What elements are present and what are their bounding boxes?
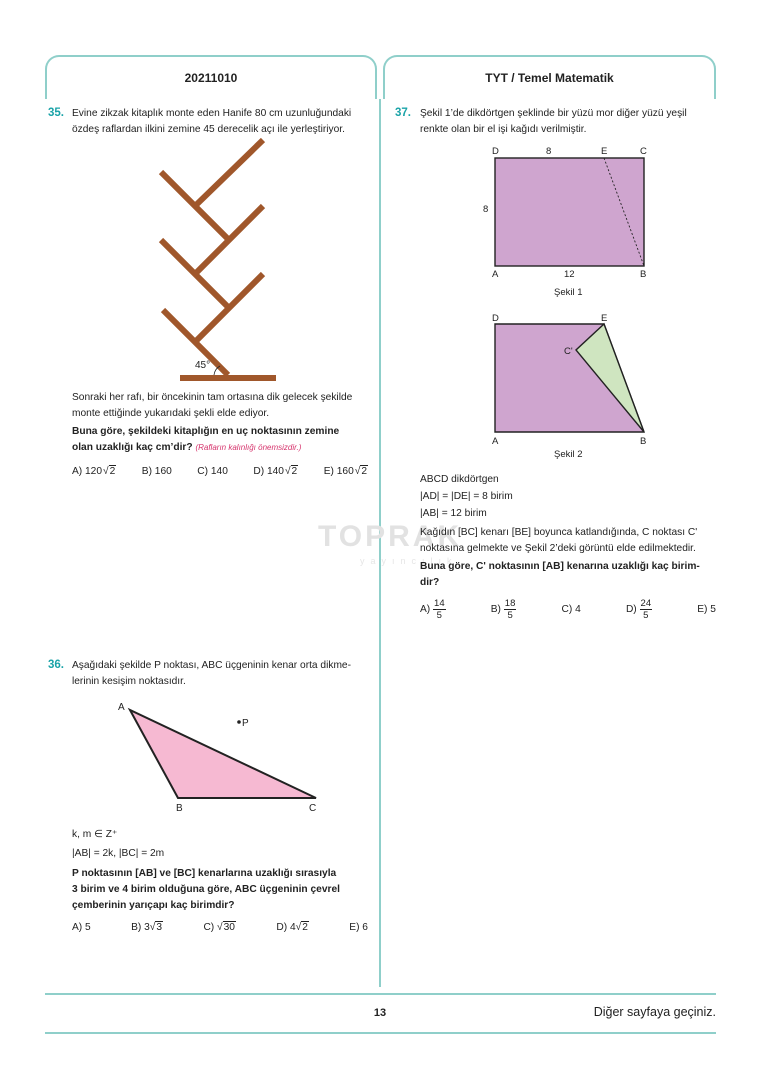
fig2-label-b: B xyxy=(640,436,647,447)
fig1-label-d: D xyxy=(492,146,499,157)
fig2-caption: Şekil 2 xyxy=(554,449,583,460)
fig1-label-bottom: 12 xyxy=(564,269,575,280)
fig1-label-left: 8 xyxy=(483,204,489,215)
q35-option-e[interactable]: E) 160√2 xyxy=(323,466,367,477)
rectangle-abcd xyxy=(495,158,644,266)
label-p: P xyxy=(242,718,249,729)
exam-code: 20211010 xyxy=(184,71,238,85)
label-b: B xyxy=(176,803,183,814)
bookshelf-figure xyxy=(150,138,290,383)
subject-title: TYT / Temel Matematik xyxy=(485,71,614,85)
triangle-abc-figure xyxy=(110,698,330,816)
q36-option-c[interactable]: C) √30 xyxy=(203,922,235,933)
fig1-label-b: B xyxy=(640,269,647,280)
next-page-text: Diğer sayfaya geçiniz. xyxy=(593,1005,716,1019)
fig2-label-c-prime: C' xyxy=(564,346,573,357)
q35-text-line3: Sonraki her rafı, bir öncekinin tam ortasına dik gelecek şekilde xyxy=(72,392,353,403)
angle-label: 45° xyxy=(195,360,211,371)
q35-option-b[interactable]: B) 160 xyxy=(141,466,172,477)
q35-note: (Rafların kalınlığı önemsizdir.) xyxy=(195,443,302,452)
q37-option-a[interactable]: A) $\frac{14}{5}$ xyxy=(420,598,445,621)
q36-given-line1: k, m ∈ Z⁺ xyxy=(72,829,118,840)
q35-text-line1: Evine zikzak kitaplık monte eden Hanife 80 cm uzunluğundaki xyxy=(72,108,352,119)
q37-question-line2: dir? xyxy=(420,577,440,588)
figure-1-rectangle xyxy=(480,142,660,302)
fig2-label-a: A xyxy=(492,436,499,447)
q37-option-c[interactable]: C) 4 xyxy=(561,604,581,615)
footer-rule-top xyxy=(45,993,716,995)
q37-option-b[interactable]: B) $\frac{18}{5}$ xyxy=(490,598,516,621)
q36-given-line2: |AB| = 2k, |BC| = 2m xyxy=(72,848,165,859)
footer-rule-bottom xyxy=(45,1032,716,1034)
q36-option-e[interactable]: E) 6 xyxy=(349,922,368,933)
q36-question-line2: 3 birim ve 4 birim olduğuna göre, ABC üçgeninin çevrel xyxy=(72,884,340,895)
q35-text-line2: özdeş raflardan ilkini zemine 45 derecelik açı ile yerleştiriyor. xyxy=(72,124,345,135)
watermark-subtext: yayıncılık xyxy=(360,556,458,566)
label-c: C xyxy=(309,803,317,814)
label-a: A xyxy=(118,702,125,713)
q37-text-line4: noktasına gelmekte ve Şekil 2’deki görüntü elde edilmektedir. xyxy=(420,543,696,554)
q35-options xyxy=(72,466,368,477)
q37-options xyxy=(420,598,716,621)
q37-text-line3: Kağıdın [BC] kenarı [BE] boyunca katlandığında, C noktası C' xyxy=(420,527,698,538)
fig1-label-c: C xyxy=(640,146,647,157)
fig2-label-d: D xyxy=(492,313,499,324)
q35-option-d[interactable]: D) 140√2 xyxy=(253,466,298,477)
q35-question-text: olan uzaklığı kaç cm’dir? xyxy=(72,442,193,453)
q36-options xyxy=(72,922,368,933)
q37-given-line2: |AD| = |DE| = 8 birim xyxy=(420,491,513,502)
question-36-number: 36. xyxy=(48,659,64,671)
point-p xyxy=(237,720,241,724)
q37-option-e[interactable]: E) 5 xyxy=(697,604,716,615)
q37-text-line1: Şekil 1’de dikdörtgen şeklinde bir yüzü mor diğer yüzü yeşil xyxy=(420,108,687,119)
triangle-abc xyxy=(130,710,316,798)
watermark-logo: TOPRAK xyxy=(318,520,463,553)
q37-given-line3: |AB| = 12 birim xyxy=(420,508,487,519)
q35-option-c[interactable]: C) 140 xyxy=(197,466,228,477)
question-37-number: 37. xyxy=(395,107,411,119)
q37-question-line1: Buna göre, C' noktasının [AB] kenarına uzaklığı kaç birim- xyxy=(420,561,700,572)
q36-option-d[interactable]: D) 4√2 xyxy=(276,922,308,933)
q36-option-b[interactable]: B) 3√3 xyxy=(131,922,163,933)
q36-text-line1: Aşağıdaki şekilde P noktası, ABC üçgeninin kenar orta dikme- xyxy=(72,660,351,671)
page-number: 13 xyxy=(373,1007,387,1019)
q37-given-line1: ABCD dikdörtgen xyxy=(420,474,499,485)
q36-option-a[interactable]: A) 5 xyxy=(72,922,91,933)
fig1-label-top: 8 xyxy=(546,146,552,157)
fig2-label-e: E xyxy=(601,313,608,324)
q35-question-line2 xyxy=(72,440,301,456)
fig1-caption: Şekil 1 xyxy=(554,287,583,298)
q35-text-line4: monte ettiğinde yukarıdaki şekli elde ediyor. xyxy=(72,408,270,419)
fig1-label-a: A xyxy=(492,269,499,280)
q37-text-line2: renkte olan bir el işi kağıdı verilmiştir. xyxy=(420,124,587,135)
header-right-box xyxy=(383,55,716,99)
fig1-label-e: E xyxy=(601,146,608,157)
q36-question-line1: P noktasının [AB] ve [BC] kenarlarına uzaklığı sırasıyla xyxy=(72,868,337,879)
q35-option-a[interactable]: A) 120√2 xyxy=(72,466,116,477)
question-35-number: 35. xyxy=(48,107,64,119)
q36-text-line2: lerinin kesişim noktasıdır. xyxy=(72,676,186,687)
q35-question-line1: Buna göre, şekildeki kitaplığın en uç noktasının zemine xyxy=(72,426,340,437)
shelf-6 xyxy=(195,140,263,206)
header-left-box xyxy=(45,55,377,99)
figure-2-folded xyxy=(480,310,660,462)
q37-option-d[interactable]: D) $\frac{24}{5}$ xyxy=(625,598,652,621)
q36-question-line3: çemberinin yarıçapı kaç birimdir? xyxy=(72,900,235,911)
